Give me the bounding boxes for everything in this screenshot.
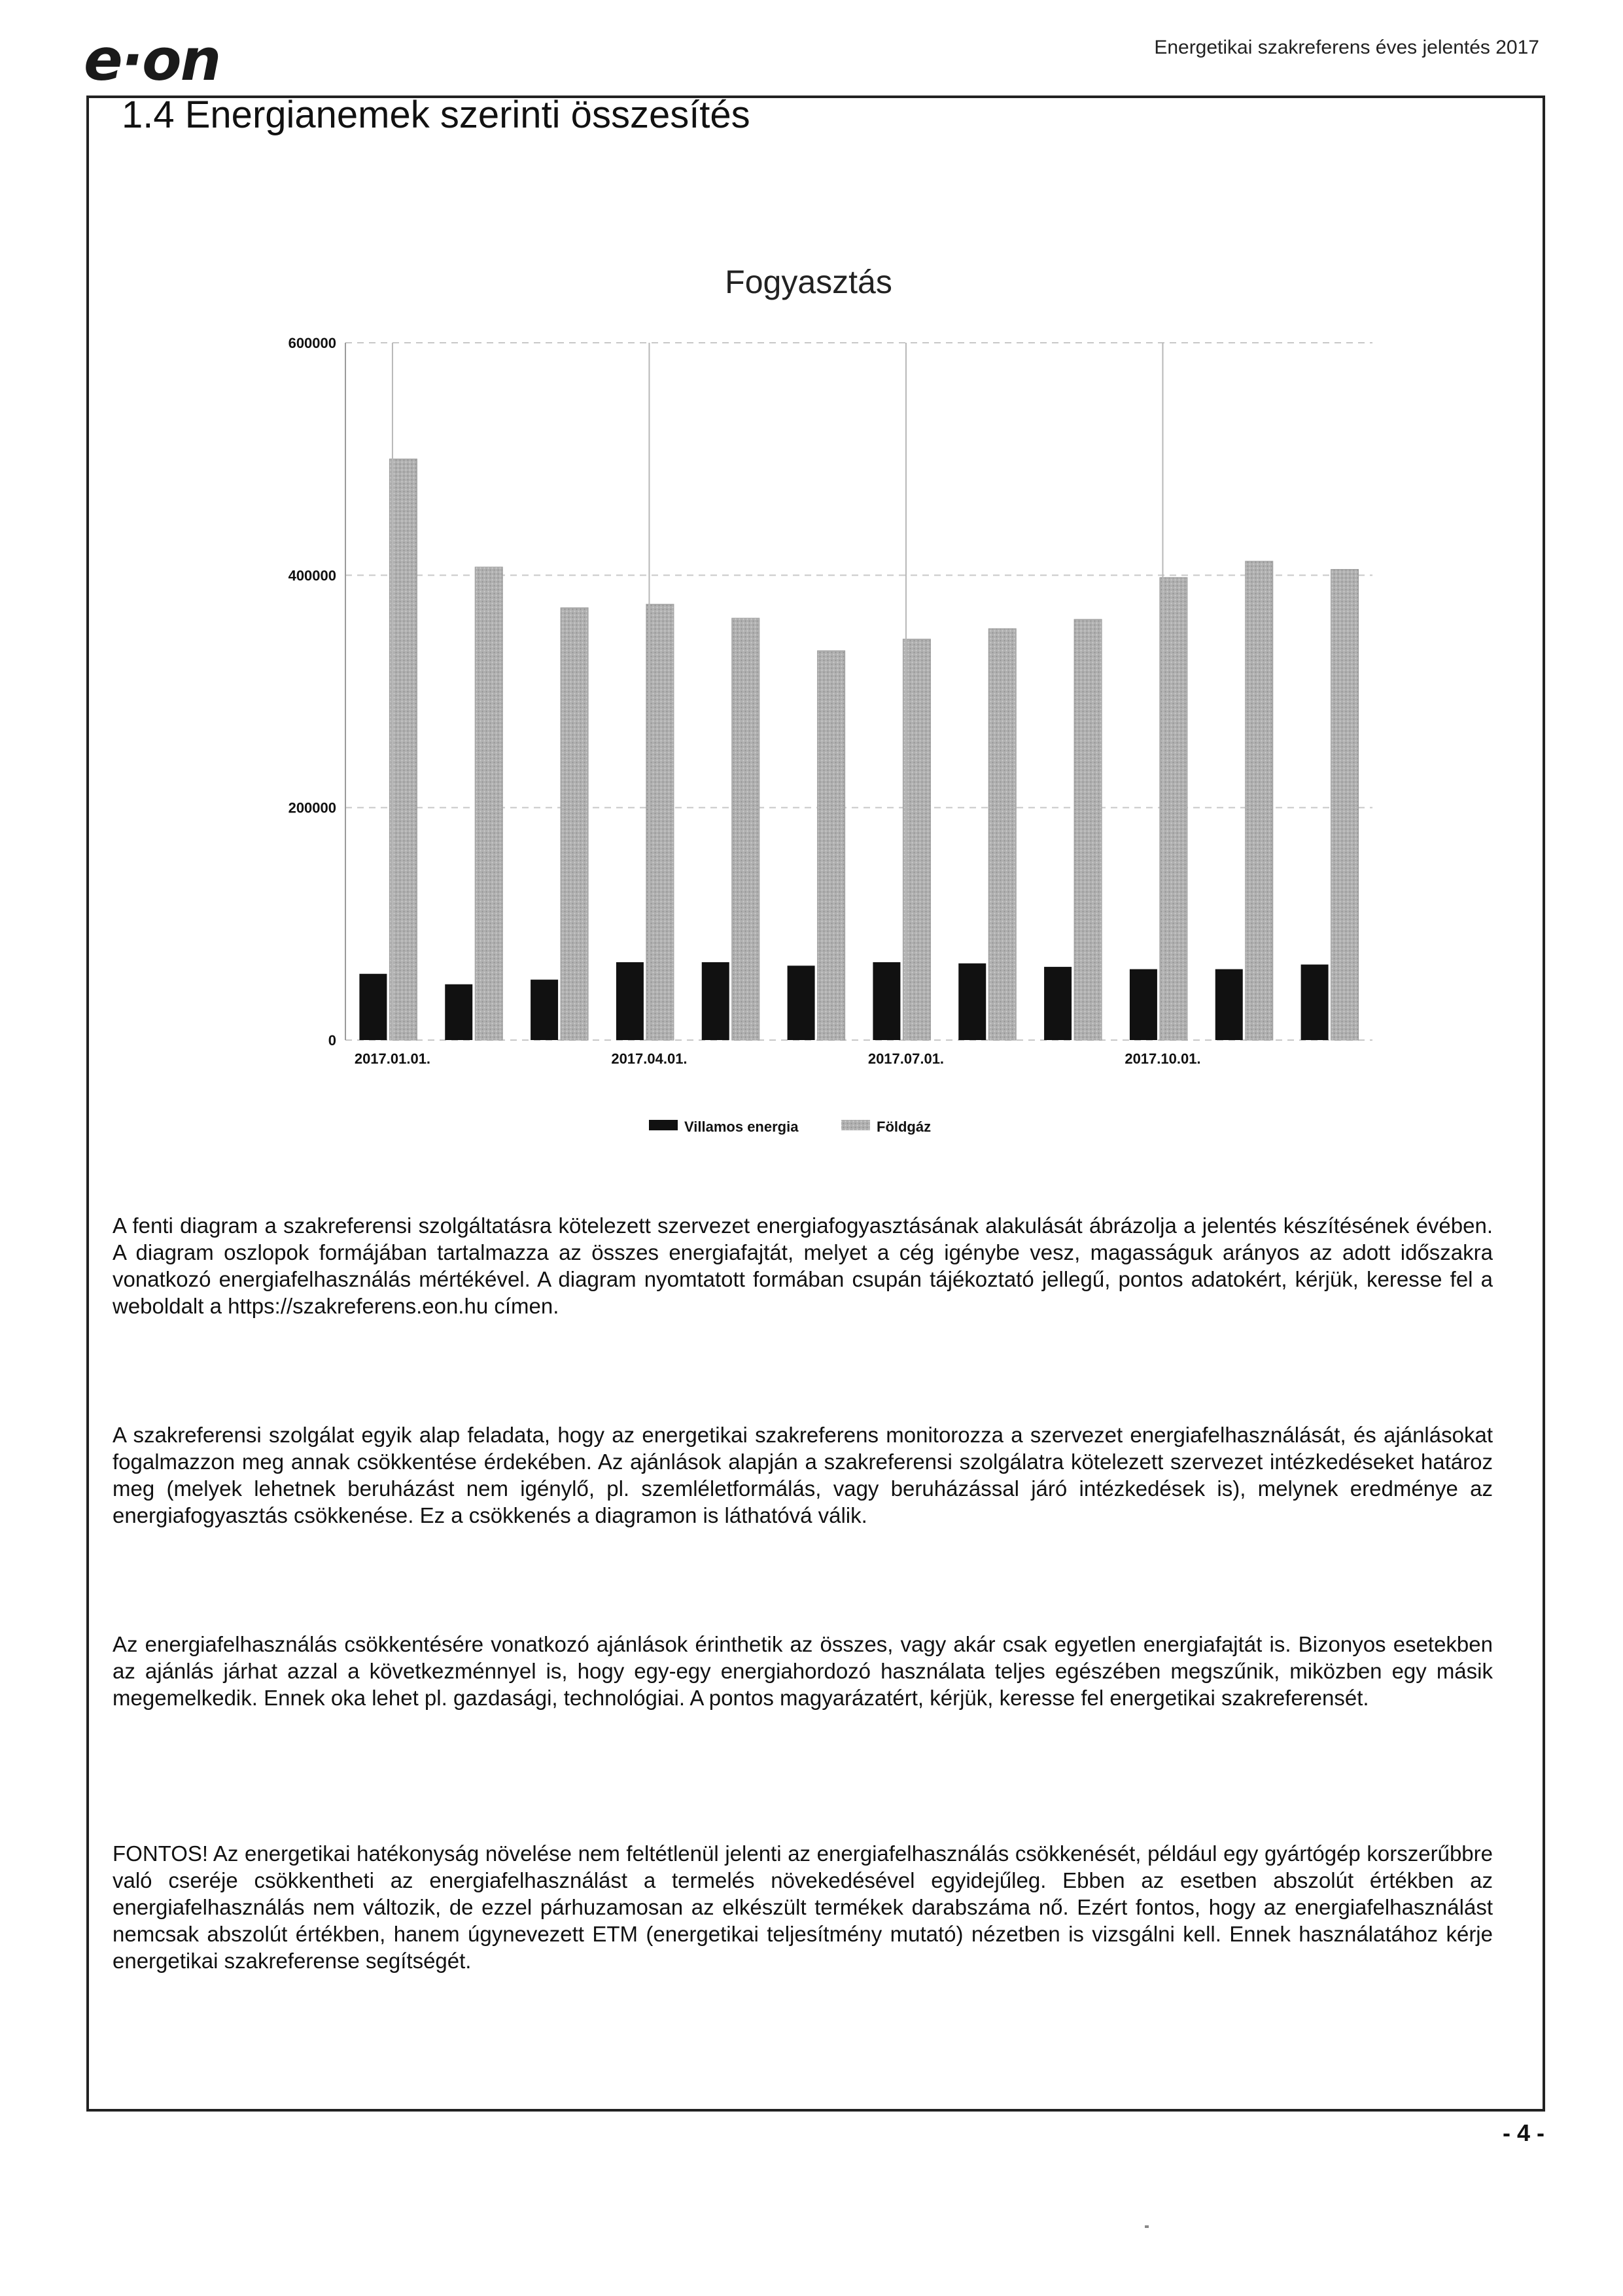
y-tick-label: 0 [328, 1032, 336, 1049]
x-tick-label: 2017.10.01. [1125, 1051, 1201, 1067]
bar-villamos-energia [958, 964, 986, 1040]
bar-villamos-energia [616, 962, 644, 1040]
bar-foldgaz [389, 459, 417, 1040]
page-number: - 4 - [1502, 2119, 1544, 2146]
bar-foldgaz [903, 639, 930, 1040]
chart-svg [89, 98, 1543, 1171]
legend-label-foldgaz: Földgáz [877, 1119, 932, 1135]
y-tick-label: 200000 [288, 799, 336, 816]
bar-villamos-energia [531, 980, 558, 1040]
bar-villamos-energia [445, 984, 472, 1040]
bar-foldgaz [988, 629, 1016, 1040]
x-tick-label: 2017.04.01. [611, 1051, 688, 1067]
x-tick-label: 2017.01.01. [354, 1051, 431, 1067]
bar-foldgaz [1074, 619, 1102, 1040]
bar-villamos-energia [1301, 965, 1329, 1040]
scan-speck [1145, 2225, 1149, 2228]
bar-villamos-energia [1215, 969, 1243, 1040]
bar-villamos-energia [873, 962, 900, 1040]
paragraph-1: A fenti diagram a szakreferensi szolgáltatásra kötelezett szervezet energiafogyasztásának alakulását ábrázolja a jelentés készítésének évében. A diagram oszlopok formájában tartalmazza az összes energiafajtát, melyet a cég igénybe vesz, magasságuk arányos az adott időszakra vonatkozó energiafelhasználás mértékével. A diagram nyomtatott formában csupán tájékoztató jellegű, pontos adatokért, kérjük, keresse fel a weboldalt a https://szakreferens.eon.hu címen. [113, 1213, 1493, 1318]
y-tick-label: 600000 [288, 335, 336, 351]
chart-title: Fogyasztás [725, 264, 892, 300]
bar-villamos-energia [359, 974, 387, 1040]
report-title: Energetikai szakreferens éves jelentés 2017 [1154, 37, 1539, 58]
eon-logo: e·on [84, 26, 220, 94]
bar-villamos-energia [702, 962, 729, 1040]
y-tick-label: 400000 [288, 567, 336, 584]
legend-swatch-villamos-energia [649, 1120, 678, 1130]
bar-villamos-energia [1044, 967, 1072, 1040]
bar-villamos-energia [1130, 969, 1157, 1040]
bar-foldgaz [732, 618, 759, 1040]
legend-swatch-foldgaz [841, 1120, 870, 1130]
bar-foldgaz [1160, 578, 1187, 1040]
bar-foldgaz [561, 608, 588, 1040]
paragraph-3: Az energiafelhasználás csökkentésére vonatkozó ajánlások érinthetik az összes, vagy akár csak egyetlen energiafajtát is. Bizonyos esetekben az ajánlás járhat azzal a következménnyel is, hogy egy-egy energiahordozó használata teljes egészében megszűnik, miközben egy másik megemelkedik. Ennek oka lehet pl. gazdasági, technológiai. A pontos magyarázatért, kérjük, keresse fel energetikai szakreferensét. [113, 1632, 1493, 1710]
paragraph-4: FONTOS! Az energetikai hatékonyság növelése nem feltétlenül jelenti az energiafelhasználás csökkenését, például egy gyártógép korszerűbbre való cseréje csökkentheti az energiafelhasználást a termelés növekedésével egyidejűleg. Ebben az esetben abszolút értékben az energiafelhasználás nem változik, de ezzel párhuzamosan az elkészült termékek darabszáma nő. Ezért fontos, hogy az energiafelhasználást nemcsak abszolút értékben, hanem úgynevezett ETM (energetikai teljesítmény mutató) nézetben is vizsgálni kell. Ennek használatához kérje energetikai szakreferense segítségét. [113, 1841, 1493, 1973]
bar-foldgaz [646, 604, 674, 1040]
legend-label-villamos-energia: Villamos energia [684, 1119, 799, 1135]
bar-foldgaz [475, 567, 502, 1040]
x-tick-label: 2017.07.01. [867, 1051, 945, 1067]
content-frame [86, 96, 1545, 2112]
bar-foldgaz [1331, 569, 1359, 1040]
bar-villamos-energia [788, 965, 815, 1040]
section-title: 1.4 Energianemek szerinti összesítés [122, 94, 750, 136]
consumption-chart [89, 98, 1543, 1171]
paragraph-2: A szakreferensi szolgálat egyik alap feladata, hogy az energetikai szakreferens monitorozza a szervezet energiafelhasználását, és ajánlásokat fogalmazzon meg annak csökkentése érdekében. Az ajánlások alapján a szakreferensi szolgálatra kötelezett szervezet intézkedéseket határoz meg (melyek lehetnek beruházást nem igénylő, pl. szemléletformálás, vagy beruházással járó intézkedések is), melynek eredménye az energiafogyasztás csökkenése. Ez a csökkenés a diagramon is láthatóvá válik. [113, 1423, 1493, 1527]
bar-foldgaz [1246, 561, 1273, 1040]
bar-foldgaz [818, 651, 845, 1040]
